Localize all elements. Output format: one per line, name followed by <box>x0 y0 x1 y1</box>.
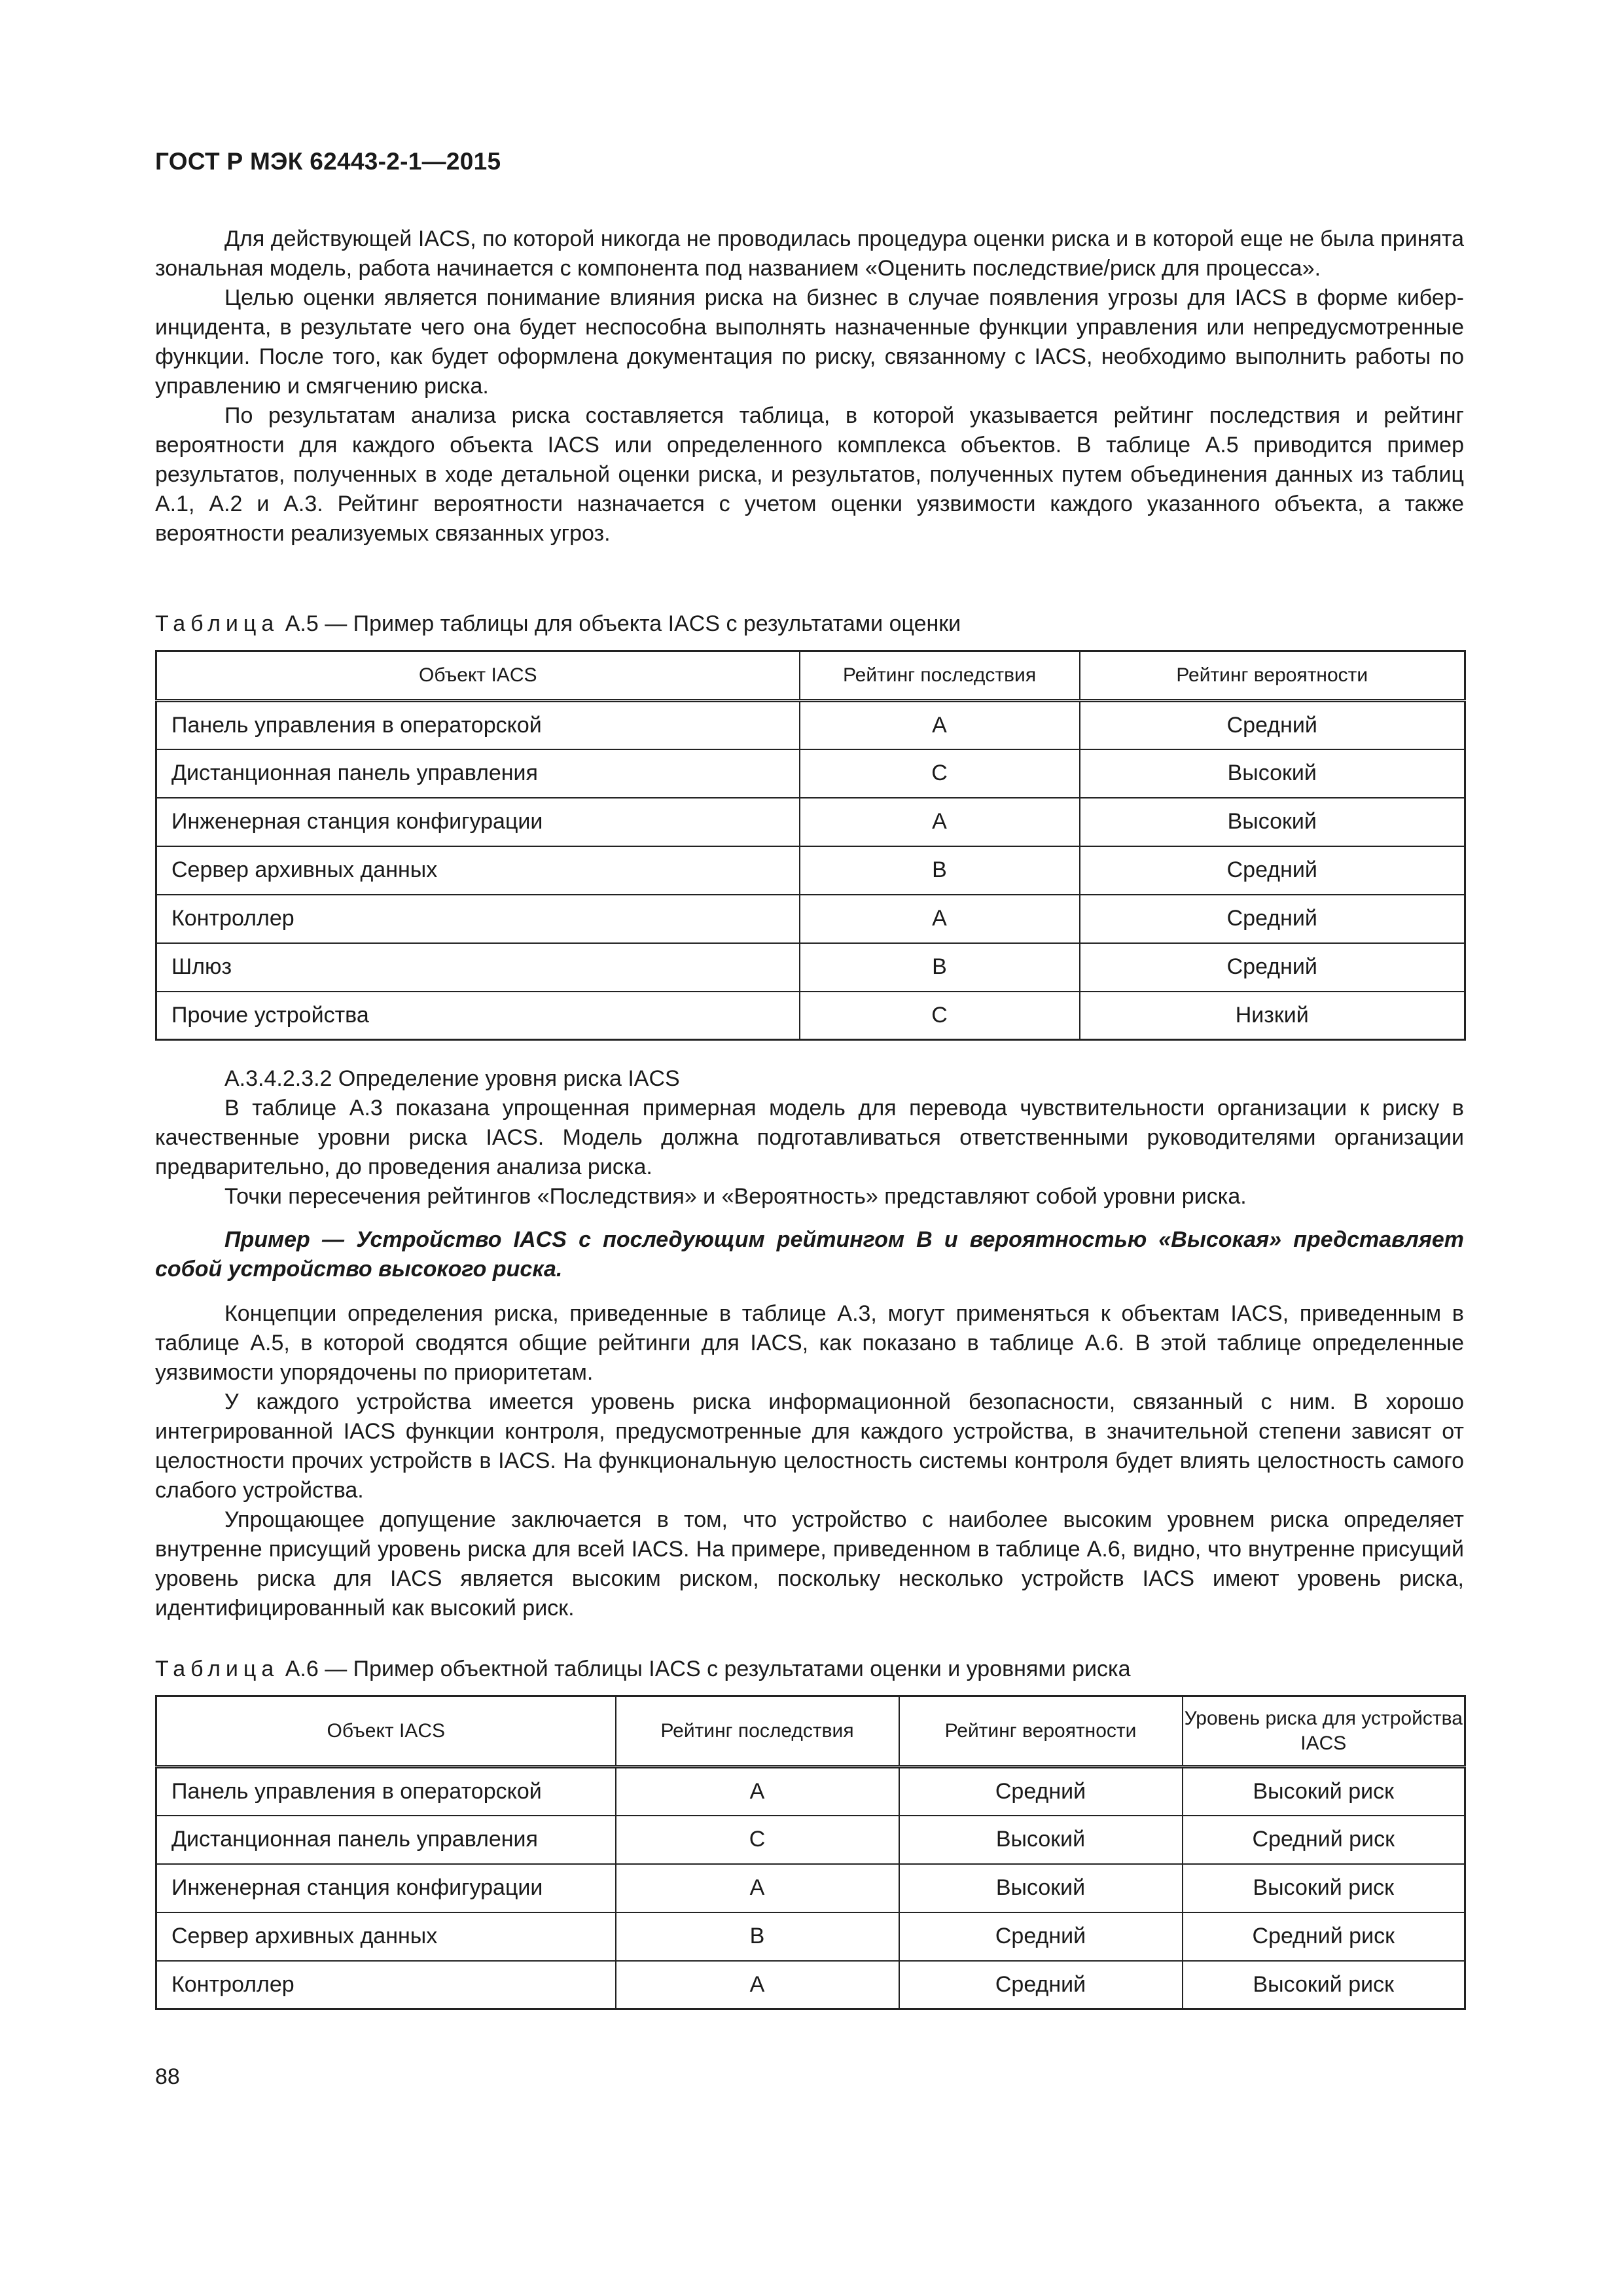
table-a5 <box>155 650 1466 1041</box>
column-header: Уровень риска для устройства IACS <box>1183 1696 1465 1767</box>
cell-consequence: А <box>800 701 1080 749</box>
middle-text <box>155 1064 1464 1211</box>
cell-consequence: С <box>616 1816 899 1864</box>
table-a6 <box>155 1695 1466 2010</box>
cell-object: Сервер архивных данных <box>156 846 800 895</box>
column-header: Объект IACS <box>156 1696 616 1767</box>
cell-object: Прочие устройства <box>156 992 800 1040</box>
column-header: Объект IACS <box>156 651 800 701</box>
cell-likelihood: Средний <box>899 1767 1183 1816</box>
paragraph: Точки пересечения рейтингов «Последствия» и «Вероятность» представляют собой уровни риска. <box>224 1184 1247 1209</box>
cell-likelihood: Средний <box>899 1912 1183 1961</box>
cell-consequence: В <box>800 943 1080 992</box>
example-block <box>155 1225 1464 1284</box>
cell-risk-level: Высокий риск <box>1183 1864 1465 1912</box>
column-header: Рейтинг вероятности <box>1080 651 1465 701</box>
cell-object: Инженерная станция конфигурации <box>156 1864 616 1912</box>
example-text: Пример — Устройство IACS с последующим рейтингом В и вероятностью «Высокая» представляет собой устройство высокого риска. <box>155 1227 1464 1282</box>
cell-risk-level: Высокий риск <box>1183 1767 1465 1816</box>
cell-object: Контроллер <box>156 1961 616 2009</box>
column-header: Рейтинг последствия <box>800 651 1080 701</box>
table-row <box>156 1816 1465 1864</box>
cell-object: Инженерная станция конфигурации <box>156 798 800 846</box>
cell-likelihood: Высокий <box>899 1864 1183 1912</box>
intro-text <box>155 224 1464 548</box>
paragraph: Целью оценки является понимание влияния риска на бизнес в случае появления угрозы для IACS в форме кибер-инцидента, в результате чего она будет неспособна выполнять назначенные функции управления или непредусмотренные функции. После того, как будет оформлена документация по риску, связанному с IACS, необходимо выполнить работы по управлению и смягчению риска. <box>155 285 1464 399</box>
paragraph: Упрощающее допущение заключается в том, что устройство с наиболее высоким уровнем риска определяет внутренне присущий уровень риска для всей IACS. На примере, приведенном в таблице А.6, видно, что внутренне присущий уровень риска для IACS является высоким риском, поскольку несколько устройств IACS имеют уровень риска, идентифицированный как высокий риск. <box>155 1507 1464 1621</box>
table-a5-caption <box>155 609 961 639</box>
later-text <box>155 1299 1464 1623</box>
page-number: 88 <box>155 2064 180 2089</box>
cell-likelihood: Средний <box>1080 846 1465 895</box>
table-row <box>156 943 1465 992</box>
cell-object: Панель управления в операторской <box>156 1767 616 1816</box>
cell-likelihood: Высокий <box>1080 798 1465 846</box>
cell-object: Шлюз <box>156 943 800 992</box>
table-header-row <box>156 651 1465 701</box>
table-row <box>156 895 1465 943</box>
subsection-heading: А.3.4.2.3.2 Определение уровня риска IACS <box>224 1066 680 1091</box>
cell-object: Сервер архивных данных <box>156 1912 616 1961</box>
cell-likelihood: Средний <box>1080 895 1465 943</box>
standard-header: ГОСТ Р МЭК 62443-2-1—2015 <box>155 148 501 175</box>
table-row <box>156 1864 1465 1912</box>
caption-label: Таблица <box>155 611 279 636</box>
cell-likelihood: Средний <box>899 1961 1183 2009</box>
cell-consequence: В <box>616 1912 899 1961</box>
table-row <box>156 1767 1465 1816</box>
paragraph: Концепции определения риска, приведенные в таблице А.3, могут применяться к объектам IACS, приведенным в таблице А.5, в которой сводятся общие рейтинги для IACS, как показано в таблице А.6. В этой таблице определенные уязвимости упорядочены по приоритетам. <box>155 1301 1464 1385</box>
cell-risk-level: Высокий риск <box>1183 1961 1465 2009</box>
column-header: Рейтинг вероятности <box>899 1696 1183 1767</box>
cell-risk-level: Средний риск <box>1183 1816 1465 1864</box>
cell-consequence: А <box>800 895 1080 943</box>
cell-consequence: С <box>800 749 1080 798</box>
table-row <box>156 992 1465 1040</box>
cell-object: Дистанционная панель управления <box>156 1816 616 1864</box>
cell-likelihood: Средний <box>1080 943 1465 992</box>
cell-object: Панель управления в операторской <box>156 701 800 749</box>
cell-consequence: А <box>616 1767 899 1816</box>
cell-consequence: А <box>616 1864 899 1912</box>
paragraph: В таблице А.3 показана упрощенная примерная модель для перевода чувствительности организации к риску в качественные уровни риска IACS. Модель должна подготавливаться ответственными руководителями организации предварительно, до проведения анализа риска. <box>155 1096 1464 1179</box>
table-row <box>156 749 1465 798</box>
caption-text: А.6 — Пример объектной таблицы IACS с результатами оценки и уровнями риска <box>279 1657 1131 1681</box>
table-row <box>156 798 1465 846</box>
cell-object: Контроллер <box>156 895 800 943</box>
paragraph: По результатам анализа риска составляется таблица, в которой указывается рейтинг последствия и рейтинг вероятности для каждого объекта IACS или определенного комплекса объектов. В таблице А.5 приводится пример результатов, полученных в ходе детальной оценки риска, и результатов, полученных путем объединения данных из таблиц А.1, А.2 и А.3. Рейтинг вероятности назначается с учетом оценки уязвимости каждого указанного объекта, а также вероятности реализуемых связанных угроз. <box>155 403 1464 546</box>
table-a6-caption <box>155 1655 1131 1684</box>
cell-likelihood: Средний <box>1080 701 1465 749</box>
cell-consequence: С <box>800 992 1080 1040</box>
paragraph: У каждого устройства имеется уровень риска информационной безопасности, связанный с ним. В хорошо интегрированной IACS функции контроля, предусмотренные для каждого устройства, в значительной степени зависят от целостности прочих устройств в IACS. На функциональную целостность системы контроля будет влиять целостность самого слабого устройства. <box>155 1390 1464 1503</box>
table-header-row <box>156 1696 1465 1767</box>
caption-label: Таблица <box>155 1657 279 1681</box>
column-header: Рейтинг последствия <box>616 1696 899 1767</box>
cell-likelihood: Высокий <box>899 1816 1183 1864</box>
cell-risk-level: Средний риск <box>1183 1912 1465 1961</box>
cell-consequence: В <box>800 846 1080 895</box>
table-row <box>156 1912 1465 1961</box>
cell-likelihood: Высокий <box>1080 749 1465 798</box>
paragraph: Для действующей IACS, по которой никогда не проводилась процедура оценки риска и в которой еще не была принята зональная модель, работа начинается с компонента под названием «Оценить последствие/риск для процесса». <box>155 226 1464 281</box>
cell-consequence: А <box>800 798 1080 846</box>
table-row <box>156 846 1465 895</box>
caption-text: А.5 — Пример таблицы для объекта IACS с результатами оценки <box>279 611 961 636</box>
cell-object: Дистанционная панель управления <box>156 749 800 798</box>
table-row <box>156 701 1465 749</box>
cell-likelihood: Низкий <box>1080 992 1465 1040</box>
cell-consequence: А <box>616 1961 899 2009</box>
table-row <box>156 1961 1465 2009</box>
